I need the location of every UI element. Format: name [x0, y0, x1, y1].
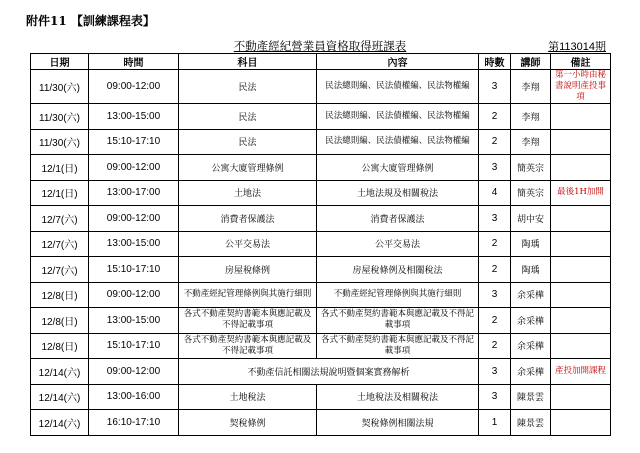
cell-content: 各式不動產契約書範本與應記載及不得記載事項 — [317, 333, 479, 359]
cell-subject: 各式不動產契約書範本與應記載及不得記載事項 — [179, 308, 317, 334]
schedule-table — [30, 53, 611, 436]
cell-teacher: 余采樺 — [511, 359, 551, 385]
table-row — [31, 359, 611, 385]
cell-date: 12/7(六) — [31, 231, 89, 257]
header-time: 時間 — [89, 54, 179, 70]
cell-teacher: 簡英宗 — [511, 155, 551, 181]
cell-content: 民法總則編、民法債權編、民法物權編 — [317, 104, 479, 130]
cell-merged-subject-content: 不動產信託相關法規說明暨個案實務解析 — [179, 359, 479, 385]
cell-date: 12/14(六) — [31, 410, 89, 436]
cell-time: 15:10-17:10 — [89, 333, 179, 359]
table-row — [31, 257, 611, 283]
cell-hours: 3 — [479, 282, 511, 308]
cell-date: 12/14(六) — [31, 359, 89, 385]
cell-hours: 3 — [479, 359, 511, 385]
cell-content: 不動產經紀管理條例與其施行細則 — [317, 282, 479, 308]
cell-content: 公平交易法 — [317, 231, 479, 257]
cell-date: 11/30(六) — [31, 70, 89, 104]
cell-note — [551, 231, 611, 257]
table-row — [31, 308, 611, 334]
cell-teacher: 陶瑀 — [511, 257, 551, 283]
cell-content: 公寓大廈管理條例 — [317, 155, 479, 181]
cell-subject: 契稅條例 — [179, 410, 317, 436]
cell-time: 13:00-15:00 — [89, 231, 179, 257]
attachment-number: 附件11 — [26, 14, 67, 28]
cell-note — [551, 257, 611, 283]
header-note: 備註 — [551, 54, 611, 70]
cell-date: 12/7(六) — [31, 206, 89, 232]
table-row — [31, 282, 611, 308]
cell-time: 13:00-16:00 — [89, 384, 179, 410]
cell-content: 民法總則編、民法債權編、民法物權編 — [317, 70, 479, 104]
cell-date: 12/1(日) — [31, 180, 89, 206]
cell-date: 11/30(六) — [31, 129, 89, 155]
cell-time: 13:00-15:00 — [89, 308, 179, 334]
cell-content: 民法總則編、民法債權編、民法物權編 — [317, 129, 479, 155]
cell-hours: 4 — [479, 180, 511, 206]
cell-hours: 2 — [479, 308, 511, 334]
cell-teacher: 陳景雲 — [511, 384, 551, 410]
cell-teacher: 胡中安 — [511, 206, 551, 232]
cell-hours: 2 — [479, 257, 511, 283]
cell-date: 12/1(日) — [31, 155, 89, 181]
table-row — [31, 410, 611, 436]
header-subject: 科目 — [179, 54, 317, 70]
cell-note — [551, 282, 611, 308]
cell-subject: 民法 — [179, 70, 317, 104]
cell-teacher: 余采樺 — [511, 308, 551, 334]
cell-note — [551, 333, 611, 359]
cell-time: 09:00-12:00 — [89, 206, 179, 232]
cell-time: 15:10-17:10 — [89, 257, 179, 283]
cell-subject: 民法 — [179, 104, 317, 130]
cell-date: 12/8(日) — [31, 308, 89, 334]
table-row — [31, 70, 611, 104]
cell-content: 各式不動產契約書範本與應記載及不得記載事項 — [317, 308, 479, 334]
cell-hours: 3 — [479, 384, 511, 410]
cell-date: 12/8(日) — [31, 333, 89, 359]
cell-hours: 3 — [479, 70, 511, 104]
cell-hours: 2 — [479, 129, 511, 155]
cell-hours: 2 — [479, 231, 511, 257]
cell-content: 土地稅法及相關稅法 — [317, 384, 479, 410]
cell-note — [551, 104, 611, 130]
cell-hours: 1 — [479, 410, 511, 436]
cell-subject: 民法 — [179, 129, 317, 155]
cell-date: 12/8(日) — [31, 282, 89, 308]
cell-note — [551, 308, 611, 334]
cell-time: 16:10-17:10 — [89, 410, 179, 436]
header-date: 日期 — [31, 54, 89, 70]
cell-teacher: 余采樺 — [511, 333, 551, 359]
cell-date: 11/30(六) — [31, 104, 89, 130]
cell-subject: 公平交易法 — [179, 231, 317, 257]
header-hours: 時數 — [479, 54, 511, 70]
cell-note — [551, 206, 611, 232]
cell-teacher: 李翔 — [511, 104, 551, 130]
cell-note — [551, 384, 611, 410]
cell-date: 12/14(六) — [31, 384, 89, 410]
page-title: 不動產經紀營業員資格取得班課表 — [233, 39, 407, 53]
cell-note — [551, 155, 611, 181]
cell-time: 09:00-12:00 — [89, 359, 179, 385]
cell-subject: 各式不動產契約書範本與應記載及不得記載事項 — [179, 333, 317, 359]
table-row — [31, 206, 611, 232]
cell-note — [551, 129, 611, 155]
cell-time: 13:00-15:00 — [89, 104, 179, 130]
cell-hours: 2 — [479, 104, 511, 130]
cell-note: 第一小時由秘書說明產投事項 — [551, 70, 611, 104]
header-content: 內容 — [317, 54, 479, 70]
cell-content: 消費者保護法 — [317, 206, 479, 232]
cell-time: 09:00-12:00 — [89, 70, 179, 104]
cell-teacher: 李翔 — [511, 129, 551, 155]
cell-subject: 不動產經紀管理條例與其施行細則 — [179, 282, 317, 308]
table-row — [31, 155, 611, 181]
cell-time: 15:10-17:10 — [89, 129, 179, 155]
batch-number: 第113014期 — [548, 41, 606, 53]
attachment-label: 【訓練課程表】 — [70, 14, 155, 28]
cell-note: 最後1H加開 — [551, 180, 611, 206]
cell-content: 房屋稅條例及相關稅法 — [317, 257, 479, 283]
cell-time: 09:00-12:00 — [89, 282, 179, 308]
cell-date: 12/7(六) — [31, 257, 89, 283]
attachment-heading — [26, 12, 155, 29]
cell-note: 產投加開課程 — [551, 359, 611, 385]
cell-subject: 公寓大廈管理條例 — [179, 155, 317, 181]
cell-teacher: 陶瑀 — [511, 231, 551, 257]
table-row — [31, 333, 611, 359]
cell-hours: 3 — [479, 206, 511, 232]
cell-subject: 房屋稅條例 — [179, 257, 317, 283]
cell-hours: 2 — [479, 333, 511, 359]
cell-content: 契稅條例相關法規 — [317, 410, 479, 436]
cell-content: 土地法規及相關稅法 — [317, 180, 479, 206]
cell-time: 09:00-12:00 — [89, 155, 179, 181]
table-row — [31, 231, 611, 257]
table-row — [31, 180, 611, 206]
cell-teacher: 余采樺 — [511, 282, 551, 308]
table-row — [31, 129, 611, 155]
cell-time: 13:00-17:00 — [89, 180, 179, 206]
cell-teacher: 陳景雲 — [511, 410, 551, 436]
cell-subject: 消費者保護法 — [179, 206, 317, 232]
table-header-row — [31, 54, 611, 70]
header-teacher: 講師 — [511, 54, 551, 70]
cell-subject: 土地法 — [179, 180, 317, 206]
cell-note — [551, 410, 611, 436]
cell-hours: 3 — [479, 155, 511, 181]
cell-teacher: 簡英宗 — [511, 180, 551, 206]
cell-subject: 土地稅法 — [179, 384, 317, 410]
table-row — [31, 104, 611, 130]
cell-teacher: 李翔 — [511, 70, 551, 104]
table-row — [31, 384, 611, 410]
